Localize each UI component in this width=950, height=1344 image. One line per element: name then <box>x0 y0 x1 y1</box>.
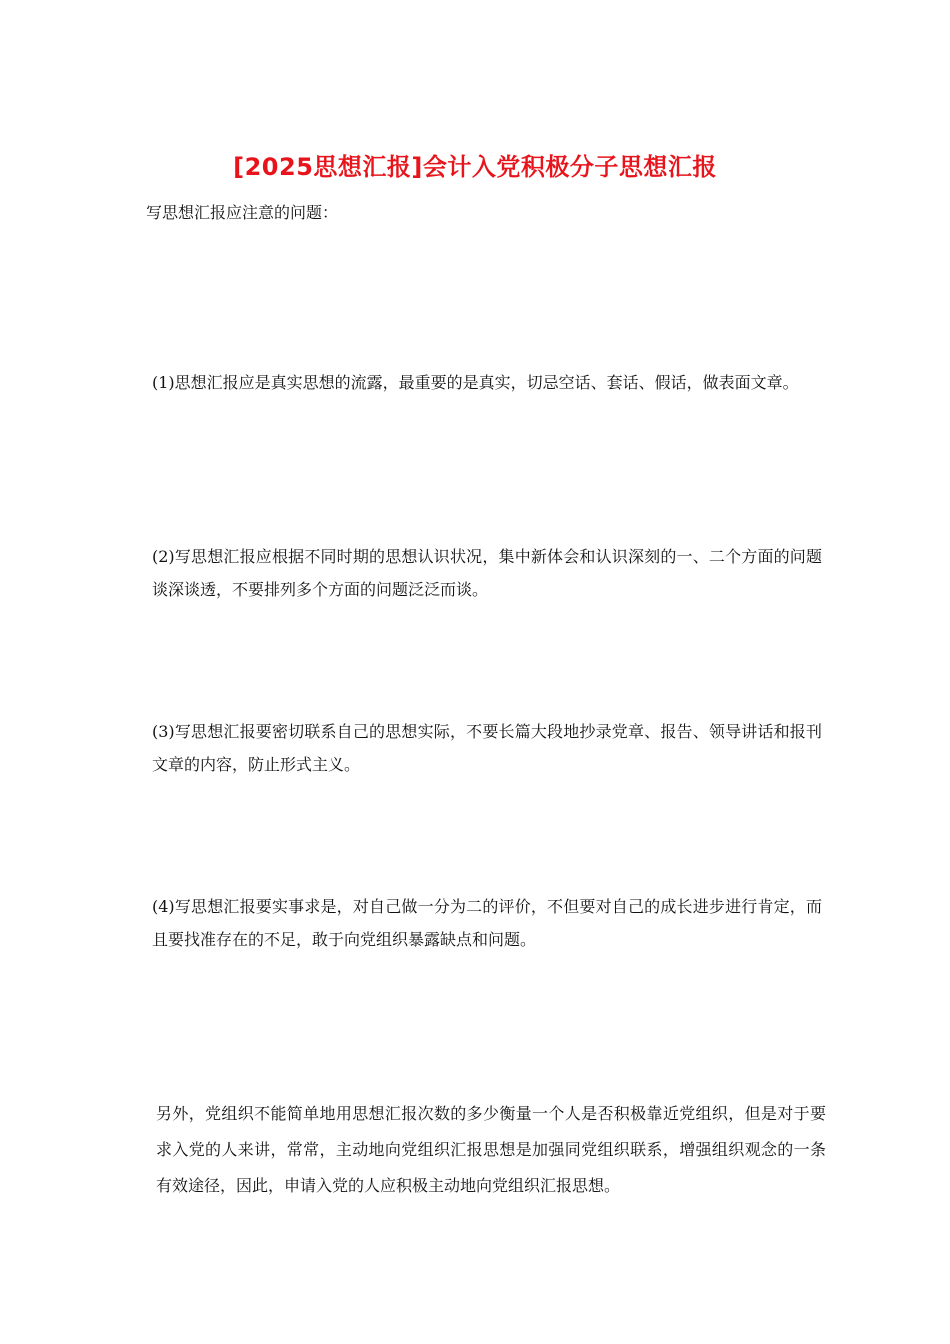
paragraph-5: 另外，党组织不能简单地用思想汇报次数的多少衡量一个人是否积极靠近党组织，但是对于要求入党的人来讲，常常，主动地向党组织汇报思想是加强同党组织联系，增强组织观念的一条有效途径，因此，申请入党的人应积极主动地向党组织汇报思想。 <box>156 1104 826 1195</box>
paragraph-2: (2)写思想汇报应根据不同时期的思想认识状况，集中新体会和认识深刻的一、二个方面的问题谈深谈透，不要排列多个方面的问题泛泛而谈。 <box>152 547 822 599</box>
document-title: [2025思想汇报]会计入党积极分子思想汇报 <box>233 153 717 181</box>
paragraph-3: (3)写思想汇报要密切联系自己的思想实际，不要长篇大段地抄录党章、报告、领导讲话和报刊文章的内容，防止形式主义。 <box>152 722 822 774</box>
paragraph-4: (4)写思想汇报要实事求是，对自己做一分为二的评价，不但要对自己的成长进步进行肯定，而且要找准存在的不足，敢于向党组织暴露缺点和问题。 <box>152 897 822 949</box>
paragraph-1: (1)思想汇报应是真实思想的流露，最重要的是真实，切忌空话、套话、假话，做表面文章。 <box>152 373 799 392</box>
intro-line: 写思想汇报应注意的问题： <box>146 203 339 222</box>
